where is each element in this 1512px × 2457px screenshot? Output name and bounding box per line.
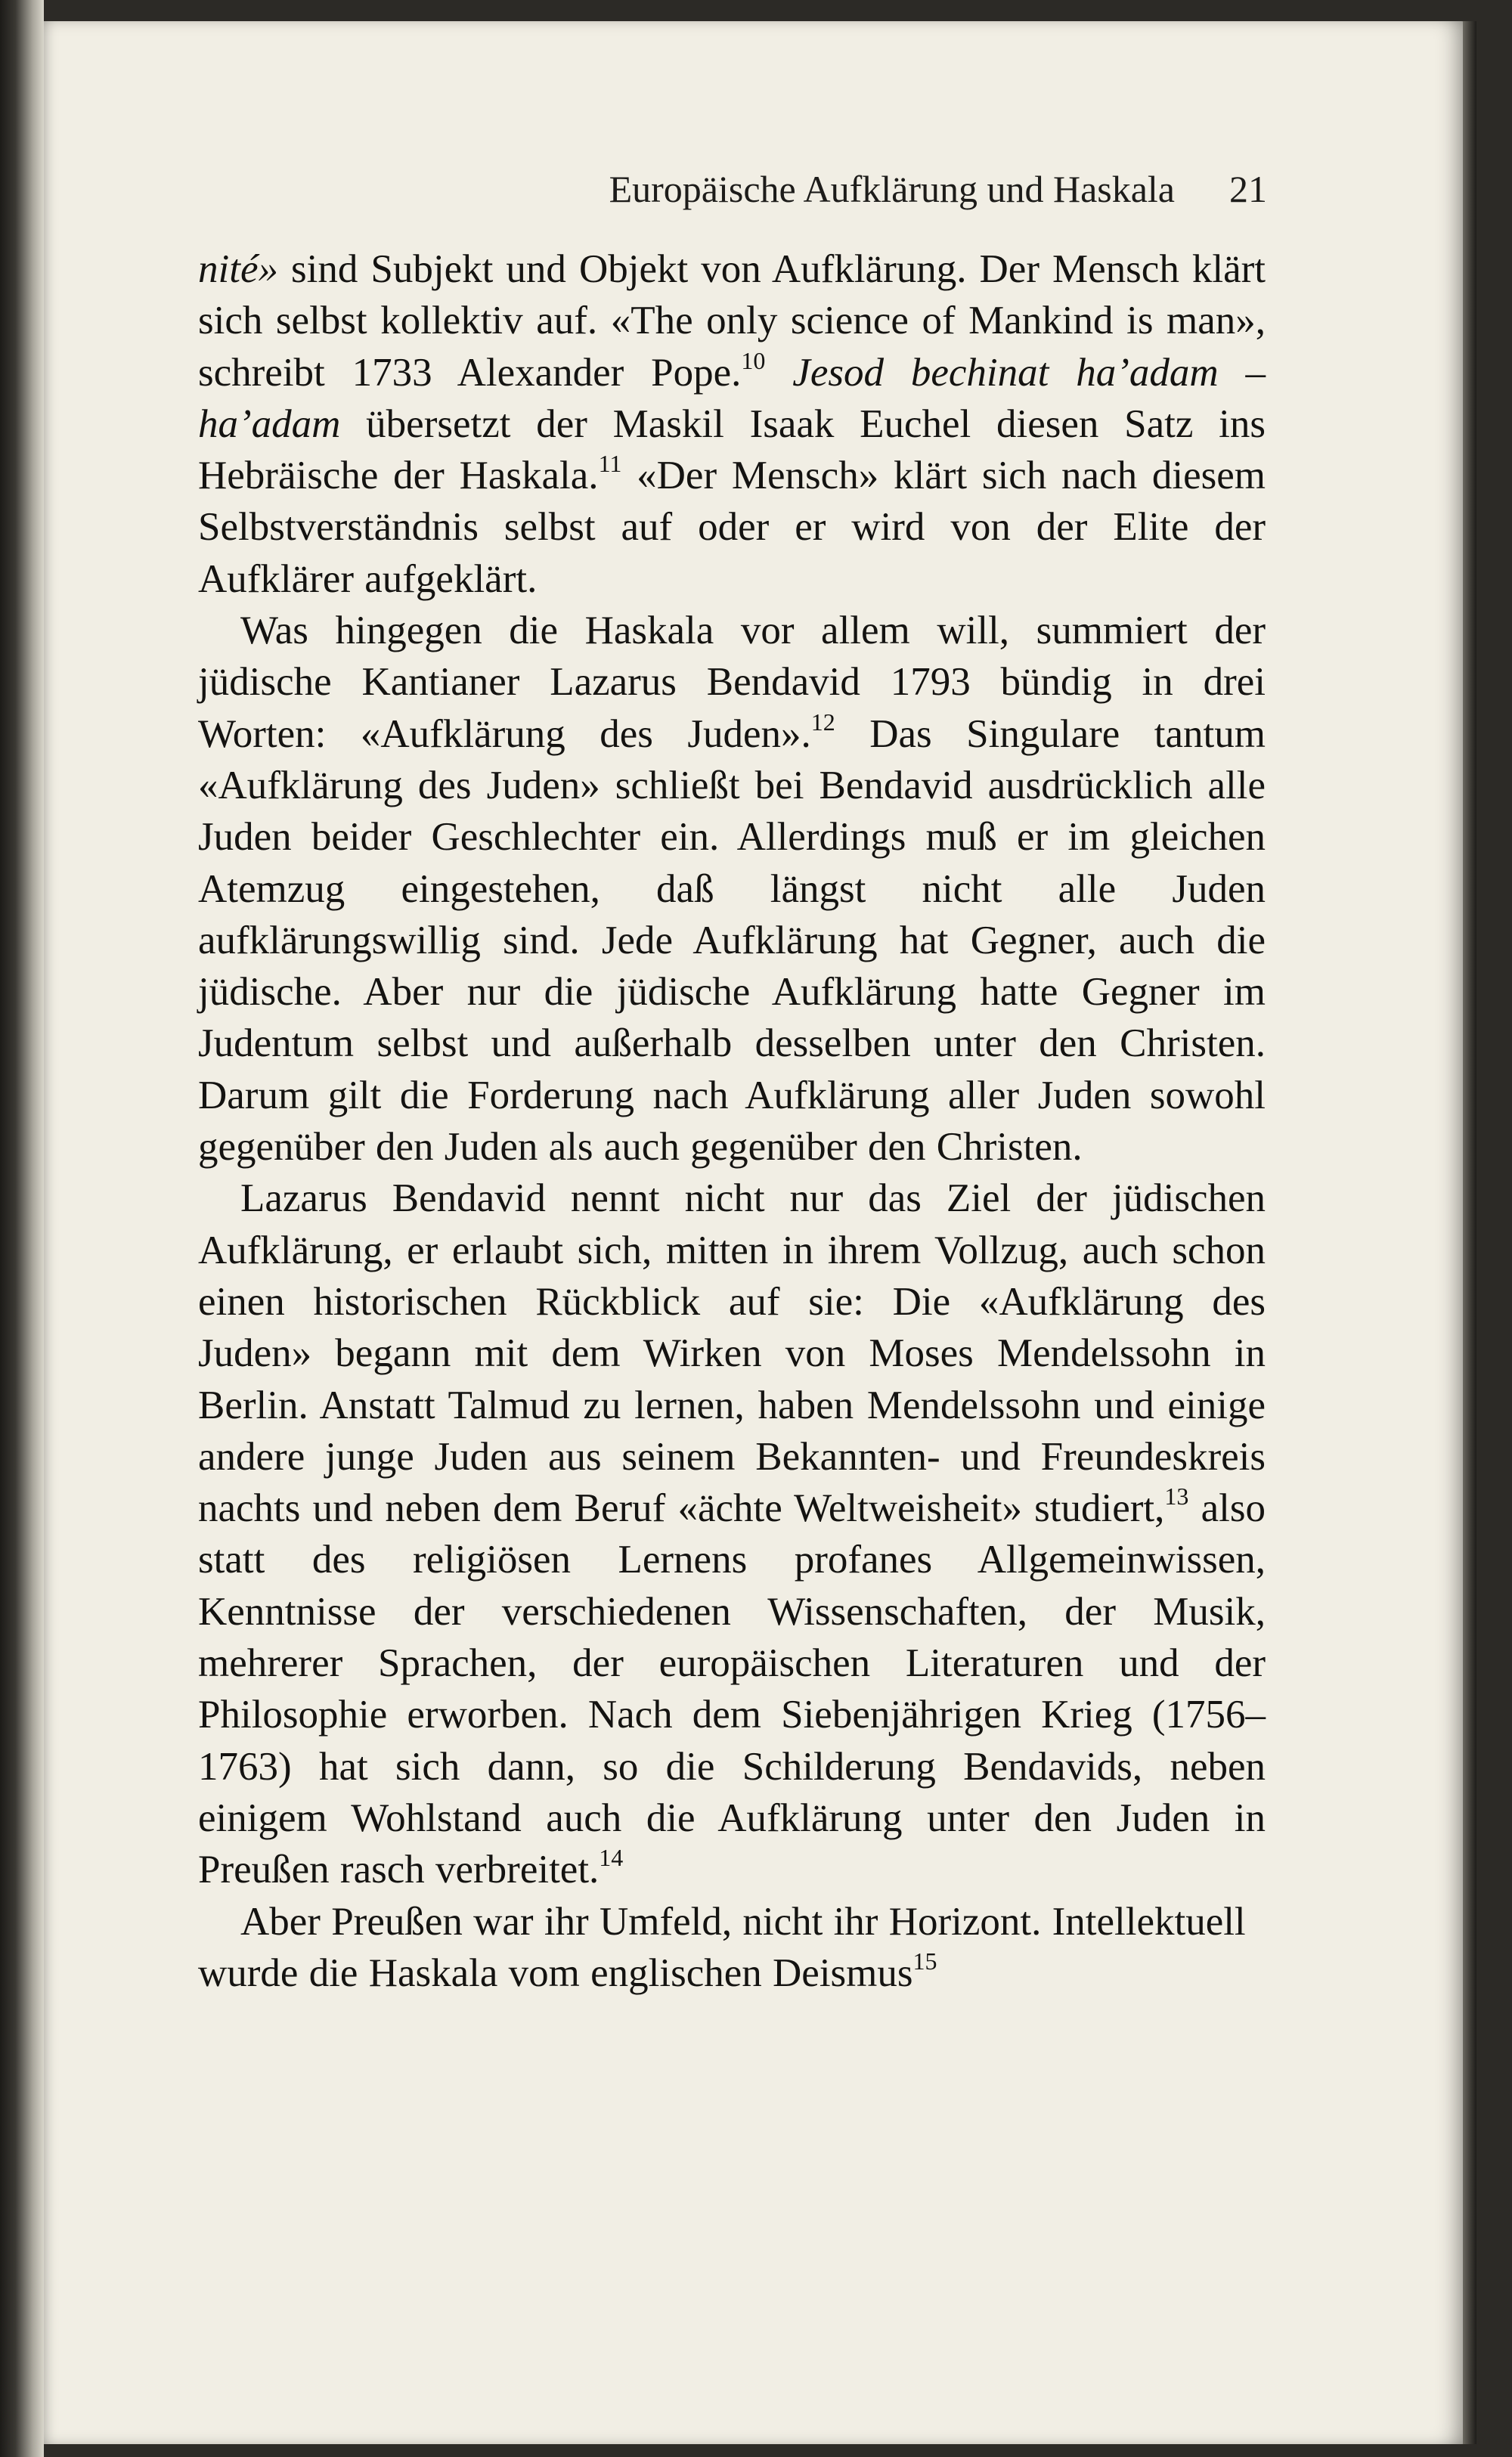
text-run (765, 351, 792, 395)
italic-fragment: nité» (198, 247, 278, 291)
footnote-ref-14: 14 (599, 1844, 624, 1872)
book-gutter (0, 0, 44, 2457)
paragraph-4 (198, 1896, 1266, 2000)
footnote-ref-10: 10 (741, 346, 766, 374)
text-run: übersetzt der Maskil Isaak Euchel diesen Satz ins Hebräische der Haskala. (198, 401, 1266, 498)
text-run: sind Subjekt und Objekt von Aufklärung. Der Mensch klärt sich selbst kollektiv auf. «The only science of Mankind is man», schreibt 1733 Alexander Pope. (198, 247, 1266, 395)
text-run: also statt des religiösen Lernens profanes Allgemeinwissen, Kenntnisse der verschiedenen Wissenschaften, der Musik, mehrerer Sprachen, der europäischen Literaturen und der Philosophie erworben. Nach dem Siebenjährigen Krieg (1756–1763) hat sich dann, so die Schilderung Bendavids, neben einigem Wohlstand auch die Aufklärung unter den Juden in Preußen rasch verbreitet. (198, 1486, 1266, 1892)
running-title: Europäische Aufklärung und Haskala (609, 168, 1175, 210)
footnote-ref-15: 15 (912, 1947, 937, 1975)
text-run: Das Singulare tantum «Aufklärung des Juden» schließt bei Bendavid ausdrücklich alle Juden beider Geschlechter ein. Allerdings muß er im gleichen Atemzug eingestehen, daß längst nicht alle Juden aufklärungswillig sind. Jede Aufklärung hat Gegner, auch die jüdische. Aber nur die jüdische Aufklärung hatte Gegner im Judentum selbst und außerhalb desselben unter den Christen. Darum gilt die Forderung nach Aufklärung aller Juden sowohl gegenüber den Juden als auch gegenüber den Christen. (198, 711, 1266, 1170)
footnote-ref-11: 11 (598, 450, 622, 478)
paragraph-2 (198, 605, 1266, 1173)
paragraph-1 (198, 243, 1266, 605)
italic-quote: Jesod bechinat ha’adam – ha’adam (198, 350, 1266, 446)
text-run: Was hingegen die Haskala vor allem will, summiert der jüdische Kantianer Lazarus Bendavid 1793 bündig in drei Worten: «Aufklärung des Juden». (198, 609, 1266, 756)
running-header (144, 166, 1267, 212)
footnote-ref-13: 13 (1164, 1483, 1189, 1510)
page-number: 21 (1229, 168, 1267, 210)
text-run: «Der Mensch» klärt sich nach diesem Selbstverständnis selbst auf oder er wird von der Elite der Aufklärer aufgeklärt. (198, 454, 1266, 601)
page-edge (1463, 21, 1476, 2444)
text-run: Aber Preußen war ihr Umfeld, nicht ihr Horizont. Intellektuell wurde die Haskala vom englischen Deismus (198, 1899, 1246, 1995)
footnote-ref-12: 12 (810, 708, 835, 736)
body-text (198, 243, 1266, 1999)
text-run: Lazarus Bendavid nennt nicht nur das Ziel der jüdischen Aufklärung, er erlaubt sich, mitten in ihrem Vollzug, auch schon einen historischen Rückblick auf sie: Die «Aufklärung des Juden» begann mit dem Wirken von Moses Mendelssohn in Berlin. Anstatt Talmud zu lernen, haben Mendelssohn und einige andere junge Juden aus seinem Bekannten- und Freundeskreis nachts und neben dem Beruf «ächte Weltweisheit» studiert, (198, 1176, 1266, 1531)
paragraph-3 (198, 1173, 1266, 1895)
